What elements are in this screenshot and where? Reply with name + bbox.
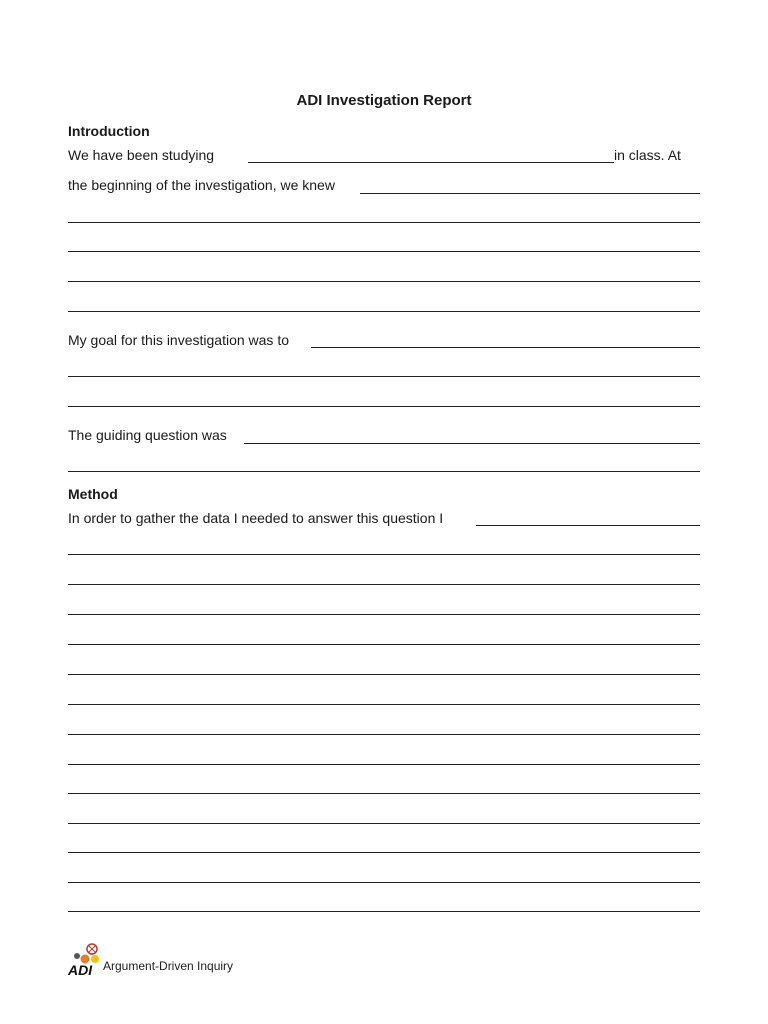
- logo-mark: ADI: [68, 962, 93, 978]
- method-blank[interactable]: [476, 525, 700, 526]
- goal-prefix: My goal for this investigation was to: [68, 332, 289, 348]
- goal-line-1[interactable]: [68, 376, 700, 377]
- knew-prefix: the beginning of the investigation, we knew: [68, 177, 335, 193]
- method-line-7[interactable]: [68, 734, 700, 735]
- knew-line-1[interactable]: [68, 222, 700, 223]
- guiding-prefix: The guiding question was: [68, 427, 227, 443]
- studying-suffix: in class. At: [614, 147, 681, 163]
- method-line-5[interactable]: [68, 674, 700, 675]
- guiding-line-1[interactable]: [68, 471, 700, 472]
- goal-line-2[interactable]: [68, 406, 700, 407]
- guiding-blank[interactable]: [244, 443, 700, 444]
- logo-text: Argument-Driven Inquiry: [103, 959, 234, 973]
- report-title: ADI Investigation Report: [296, 92, 472, 109]
- knew-blank[interactable]: [360, 193, 700, 194]
- method-line-6[interactable]: [68, 704, 700, 705]
- knew-line-4[interactable]: [68, 311, 700, 312]
- method-line-2[interactable]: [68, 584, 700, 585]
- method-prefix: In order to gather the data I needed to answer this question I: [68, 510, 444, 526]
- method-line-8[interactable]: [68, 764, 700, 765]
- method-heading: Method: [68, 486, 118, 502]
- method-line-4[interactable]: [68, 644, 700, 645]
- knew-line-2[interactable]: [68, 251, 700, 252]
- method-line-13[interactable]: [68, 911, 700, 912]
- method-line-12[interactable]: [68, 882, 700, 883]
- method-line-11[interactable]: [68, 852, 700, 853]
- studying-prefix: We have been studying: [68, 147, 215, 163]
- method-line-9[interactable]: [68, 793, 700, 794]
- studying-blank[interactable]: [248, 162, 614, 163]
- method-line-10[interactable]: [68, 823, 700, 824]
- method-line-3[interactable]: [68, 614, 700, 615]
- knew-line-3[interactable]: [68, 281, 700, 282]
- introduction-heading: Introduction: [68, 123, 150, 139]
- goal-blank[interactable]: [311, 347, 700, 348]
- method-line-1[interactable]: [68, 554, 700, 555]
